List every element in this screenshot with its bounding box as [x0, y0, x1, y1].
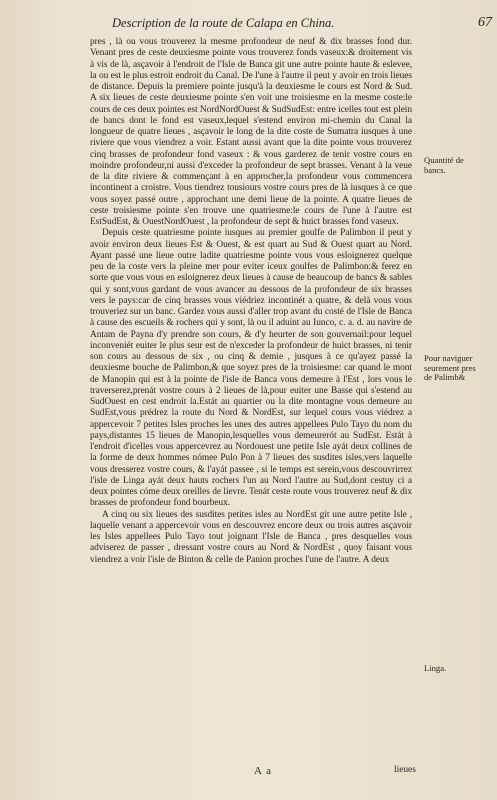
marginal-note-bancs: Quantité de bancs.	[424, 155, 464, 175]
signature-mark: A a	[254, 765, 272, 777]
paragraph-2: Depuis ceste quatriesme pointe iusques au premier goulfe de Palimbon il peut y avoir environ deux lieues Est & Ouest, & est quart au Sud & Ouest quart au Nord. Ayant passé une lieue outre ladite quatriesme pointe vous vous esloignerez quelque peu de la coste vers la pleine mer pour eviter iceux goulfes de Palimbon:& ferez en sorte que vous vous en esloignerez deux lieues à cause de beaucoup de bancs & sables qui y sont,vous gardant de vous avancer au dessous de la profondeur de six brasses vers le pays:car de cinq brasses vous viédriez incontinét a quatre, & delà vous vous trouveriez sur un banc. Gardez vous aussi d'aller trop avant du costé de l'Isle de Banca à cause des escueils & rochers qui y sont, là ou il aduint au Iunco, c. a. d. au navire de Antam de Payna d'y prendre son cours, & d'y heurter de son gouvernail:pour lequel inconveniét euiter le plus seur est de n'exceder la profondeur de huict brasses, ni tenir son cours au dessous de six , ou cinq & demie , jusques à ce qu'ayez passé la deuxiesme bouche de Palimbon,& que soyez pres de la troisiesme: car quand le mont de Manopin qui est à la pointe de l'isle de Banca vous demeure à l'Est , lors vous le traverserez,prenát vostre cours à 2 lieues de là,pour euiter une Basse qui s'estend au SudOuest en cest endroit la.Estát au quartier ou la dite montagne vous demeure au SudEst,vous prédrez la route du Nord & NordEst, sur lequel cours vous viédrez a appercevoir 7 petites Isles proches les unes des autres appellees Pulo Tayo du nom du pays,distantes 15 lieues de Manopin,lesquelles vous demeurerót au SudEst. Estát à l'endroit d'icelles vous appercevrez au Nordouest une petite Isle ayát deux collines de la forme de deux hommes nómee Pulo Pon à 7 lieues des susdites isles,vers laquelle vous dresserez vostre cours, & l'ayát passee , si le temps est serein,vous descouvrirrez l'isle de Linga ayát deux hauts rochers l'un au Nord l'autre au Sud,dont cestuy ci a deux pointes cóme deux oreilles de lievre. Tenát ceste route vous trouverez neuf & dix brasses de profondeur fond bourbeux.	[90, 228, 412, 509]
running-title: Description de la route de Calapa en China.	[112, 16, 335, 30]
paragraph-1: pres , là ou vous trouverez la mesme profondeur de neuf & dix brasses fond dur. Venant pres de ceste deuxiesme pointe vous trouverez fonds vaseux:& droitement vis à vis de là, asçavoir à l'endroit de l'Isle de Banca git une autre pointe haute & eslevee, la ou est le plus estroit endroit du Canal. De l'une à l'autre il peut y avoir en trois lieues de distance. Depuis la premiere pointe jusqu'à la deuxiesme le cours est Nord & Sud. A six lieues de ceste deuxiesme pointe s'en voit une troisiesme en la mesme coste:le cours de ces deux pointes est NordNordOuest & SudSudEst: entre icelles tout est plein de bancs dont le fond est vaseux,lequel s'estend environ mi-chemin du Canal la longueur de quatre lieues , asçavoir le long de la dite coste de Sumatra iusques à une riviere que vous viendrez a voir. Estant aussi avant que la dite pointe vous trouverez cinq brasses de profondeur fond vaseux : & vous garderez de tenir vostre cours en moindre profondeur,ni aussi d'exceder la profondeur de sept brasses. Venant à la veue de la dite riviere & commençant à en approcher,la profondeur vous commencera incontinent a croistre. Vous tiendrez tousiours vostre cours pres de là iusques à ce que vous soyez passé outre , approchant une demi lieue de la pointe. A quatre lieues de ceste troisiesme pointe s'en trouve une quatriesme:le cours de l'une à l'autre est EstSudEst, & OuestNordOuest , la profondeur de sept & huict brasses fond vaseux.	[90, 37, 412, 227]
body-text	[90, 37, 412, 566]
page-number: 67	[478, 15, 492, 30]
paragraph-3: A cinq ou six lieues des susdites petites isles au NordEst git une autre petite Isle , laquelle venant a appercevoir vous en descouvrez encore deux ou trois autres asçavoir les Isles appellees Pulo Tayo tout joignant l'Isle de Banca , pres desquelles vous adviserez de passer , dressant vostre cours au Nord & NordEst , quoy faisant vous viendrez a voir l'isle de Binton & celle de Panion proches l'une de l'autre. A deux	[90, 509, 412, 565]
catchword: lieues	[394, 765, 416, 775]
marginal-note-linga: Linga.	[424, 663, 447, 673]
page-header	[112, 14, 492, 34]
marginal-note-palimbon: Pour naviguer seurement pres de Palimb&	[424, 353, 476, 382]
